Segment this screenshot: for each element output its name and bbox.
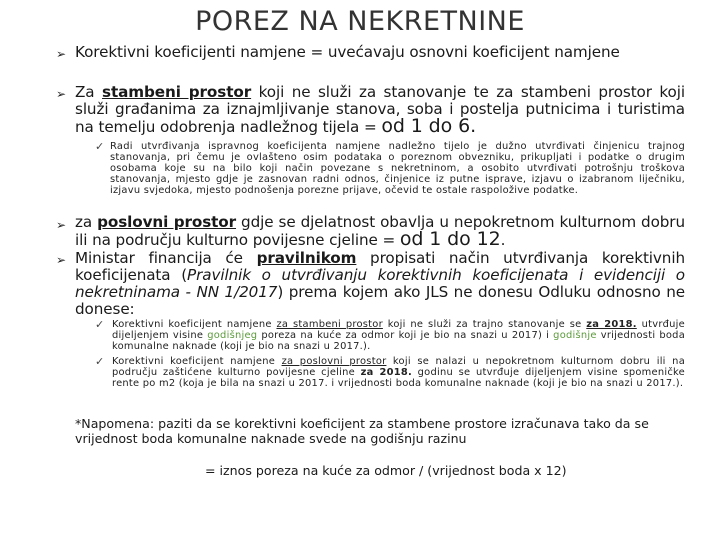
bullet-arrow-icon: ➢ [56, 47, 67, 61]
bullet-2-text: Za stambeni prostor koji ne služi za stanovanje te za stambeni prostor koji služi građanima za iznajmljivanje stanova, soba i postelja putnicima i turistima na temelju odobrenja nadležnog tijela = od 1 do 6. [75, 83, 685, 137]
range-1-6: od 1 do 6. [381, 115, 477, 137]
footnote-napomena: *Napomena: paziti da se korektivni koeficijent za stambene prostore izračunava tako da se vrijednost boda komunalne naknade svede na godišnju razinu [75, 416, 649, 446]
range-1-12: od 1 do 12 [399, 228, 501, 250]
check-icon: ✓ [95, 318, 105, 331]
formula: = iznos poreza na kuće za odmor / (vrijednost boda x 12) [205, 463, 567, 478]
check-icon: ✓ [95, 140, 105, 153]
bullet-arrow-icon: ➢ [56, 218, 67, 232]
bullet-1-text: Korektivni koeficijenti namjene = uvećavaju osnovni koeficijent namjene [75, 43, 620, 61]
bullet-arrow-icon: ➢ [56, 87, 67, 101]
sub-note-poslovni-2018: Korektivni koeficijent namjene za poslovni prostor koji se nalazi u nepokretnom kulturnom dobru ili na području zaštićene kulturno povijesne cjeline za 2018. godinu se utvrđuje dijeljenjem visine spomeničke rente po m2 (koja je bila na snazi u 2017. i vrijednosti boda komunalne naknade (koji je bio na snazi u 2017.). [112, 356, 685, 389]
pravilnik-reference: Pravilnik o utvrđivanju korektivnih koeficijenata i evidenciji o nekretninama - NN 1/2017 [75, 266, 685, 301]
bullet-3-text: za poslovni prostor gdje se djelatnost obavlja u nepokretnom kulturnom dobru ili na području kulturno povijesne cjeline = od 1 do 12. [75, 213, 685, 250]
bullet-arrow-icon: ➢ [56, 253, 67, 267]
stambeni-prostor-term: stambeni prostor [102, 83, 252, 101]
check-icon: ✓ [95, 355, 105, 368]
bullet-4-text: Ministar financija će pravilnikom propisati način utvrđivanja korektivnih koeficijenata (Pravilnik o utvrđivanju korektivnih koeficijenata i evidenciji o nekretninama - NN 1/2017) prema kojem ako JLS ne donesu Odluku odnosno ne donese: [75, 249, 686, 318]
page-title: POREZ NA NEKRETNINE [195, 6, 525, 37]
pravilnikom-term: pravilnikom [256, 249, 357, 267]
sub-note-trajno-stanovanje: Radi utvrđivanja ispravnog koeficijenta namjene nadležno tijelo je dužno utvrđivati činjenicu trajnog stanovanja, pri čemu je ovlašteno osim podataka o poreznom obvezniku, prikupljati i podatke o drugim osobama koje su na bilo koji način povezane s nekretninom, a osobito utvrđivati potrošnju troškova stanovanja, mjesto gdje je zasnovan radni odnos, činjenice iz putne isprave, izjavu o izabranom liječniku, izjavu svjedoka, mjesto podnošenja porezne prijave, očevid te ostale raspoložive podatke. [110, 141, 685, 196]
poslovni-prostor-term: poslovni prostor [97, 213, 237, 231]
sub-note-stambeni-2018: Korektivni koeficijent namjene za stambeni prostor koji ne služi za trajno stanovanje se za 2018. utvrđuje dijeljenjem visine godišnjeg poreza na kuće za odmor koji je bio na snazi u 2017) i godišnje vrijednosti boda komunalne naknade (koji je bio na snazi u 2017.). [112, 319, 685, 352]
